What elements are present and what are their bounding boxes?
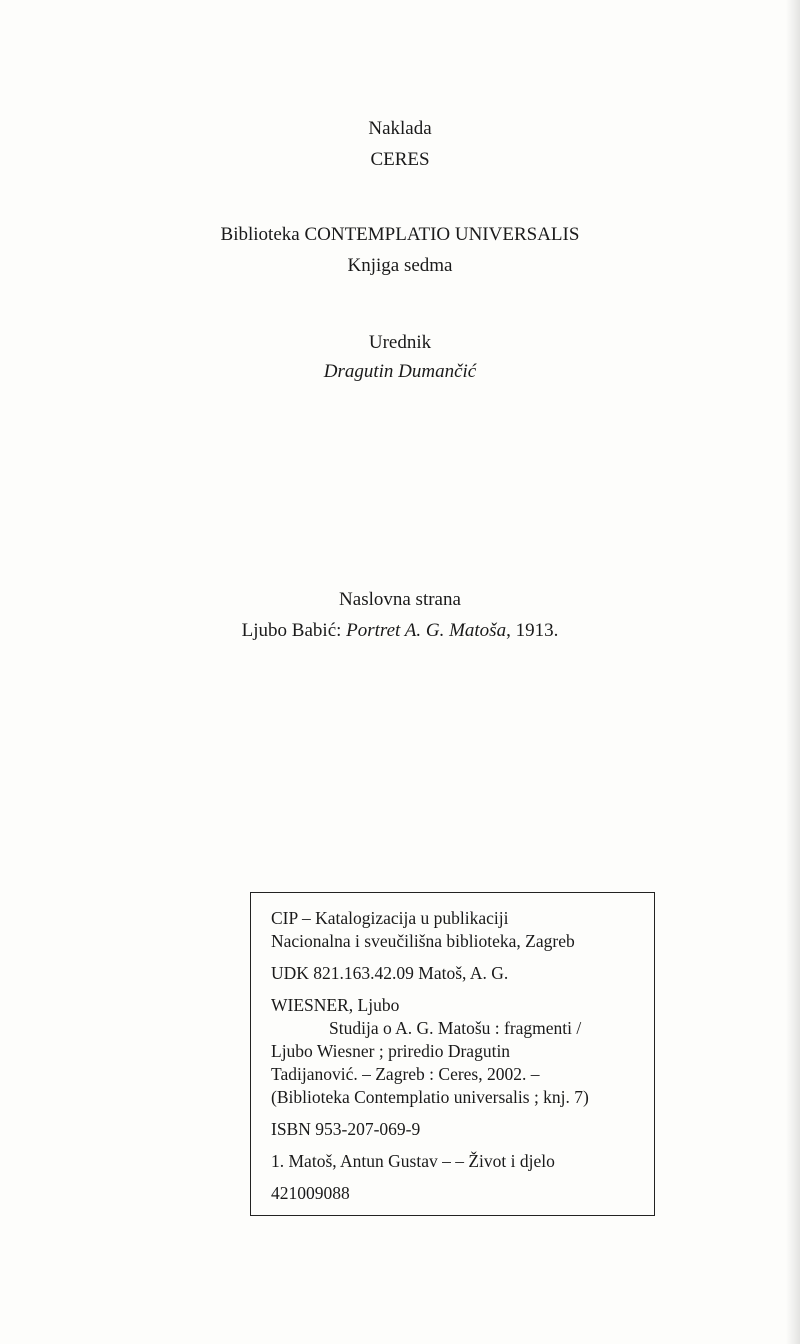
cover-credit-title: Portret A. G. Matoša <box>346 620 507 641</box>
cover-credit <box>0 618 800 644</box>
cip-description-1: Studija o A. G. Matošu : fragmenti / <box>329 1018 582 1038</box>
publisher-name: CERES <box>370 149 430 170</box>
cip-header-2: Nacionalna i sveučilišna biblioteka, Zagreb <box>271 931 575 951</box>
cover-label: Naslovna strana <box>339 589 461 610</box>
editor-name: Dragutin Dumančić <box>323 361 477 382</box>
cip-record-box <box>250 892 655 1216</box>
cip-subject: 1. Matoš, Antun Gustav – – Život i djelo <box>271 1151 555 1171</box>
cover-credit-year: , 1913. <box>506 620 559 641</box>
cip-udk: UDK 821.163.42.09 Matoš, A. G. <box>271 963 509 983</box>
editor-label: Urednik <box>368 332 432 353</box>
cip-author: WIESNER, Ljubo <box>271 995 400 1015</box>
cover-credit-author: Ljubo Babić: <box>241 620 347 641</box>
cip-description-2: Ljubo Wiesner ; priredio Dragutin <box>271 1041 511 1061</box>
series-title: Biblioteka CONTEMPLATIO UNIVERSALIS <box>220 224 580 245</box>
cip-description-4: (Biblioteka Contemplatio universalis ; knj. 7) <box>271 1087 589 1107</box>
publisher-label: Naklada <box>368 118 432 139</box>
page-edge-shadow <box>786 0 800 1344</box>
series-volume: Knjiga sedma <box>347 255 453 276</box>
cip-description-3: Tadijanović. – Zagreb : Ceres, 2002. – <box>271 1064 540 1084</box>
cip-isbn: ISBN 953-207-069-9 <box>271 1119 421 1139</box>
cip-header-1: CIP – Katalogizacija u publikaciji <box>271 908 509 928</box>
cip-record-number: 421009088 <box>271 1183 350 1203</box>
